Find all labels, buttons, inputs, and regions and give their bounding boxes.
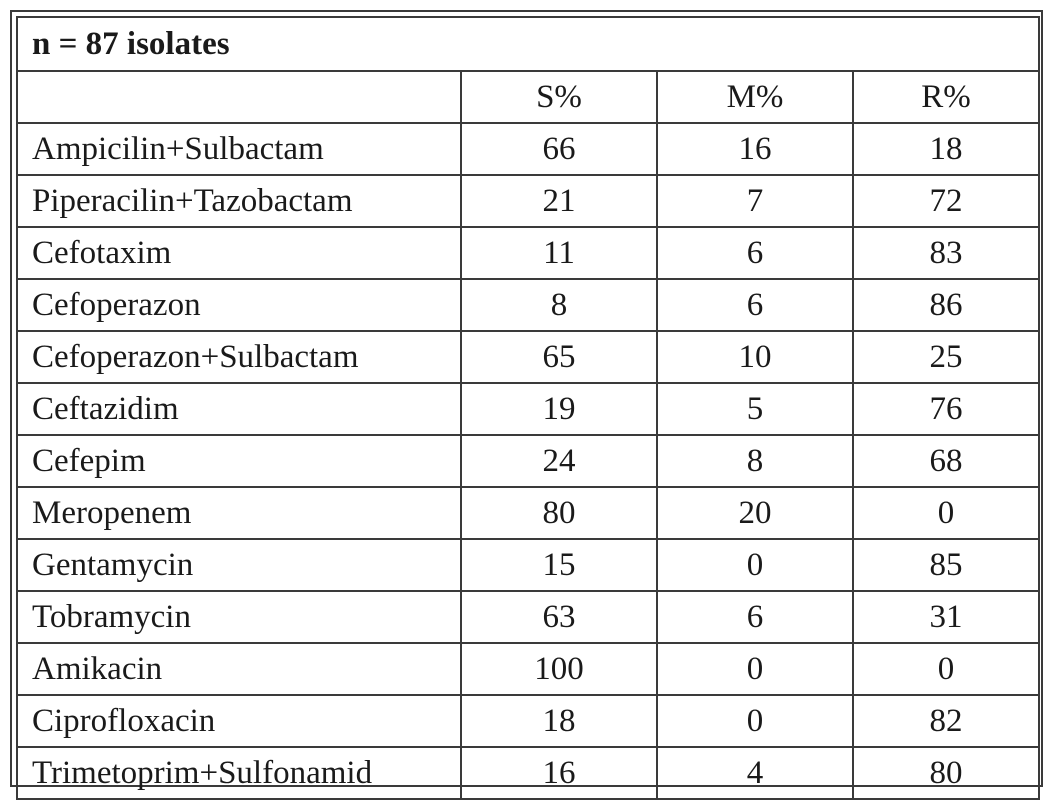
s-percent-cell: 21: [461, 175, 657, 227]
m-percent-cell: 0: [657, 539, 853, 591]
antibiotic-cell: Meropenem: [17, 487, 461, 539]
table-row: [17, 747, 1039, 799]
antibiotic-cell: Piperacilin+Tazobactam: [17, 175, 461, 227]
m-percent-cell: 6: [657, 279, 853, 331]
table-row: [17, 175, 1039, 227]
antibiotic-cell: Cefotaxim: [17, 227, 461, 279]
table-row: [17, 591, 1039, 643]
r-percent-cell: 76: [853, 383, 1039, 435]
table-row: [17, 123, 1039, 175]
m-percent-cell: 8: [657, 435, 853, 487]
r-percent-cell: 0: [853, 643, 1039, 695]
header-cell-m-percent: M%: [657, 71, 853, 123]
m-percent-cell: 0: [657, 643, 853, 695]
r-percent-cell: 0: [853, 487, 1039, 539]
antibiotic-cell: Ceftazidim: [17, 383, 461, 435]
s-percent-cell: 16: [461, 747, 657, 799]
header-cell-antibiotic: [17, 71, 461, 123]
table-row: [17, 227, 1039, 279]
table-row: [17, 539, 1039, 591]
table-title: n = 87 isolates: [17, 17, 1039, 71]
antibiotic-cell: Trimetoprim+Sulfonamid: [17, 747, 461, 799]
table-row: [17, 435, 1039, 487]
r-percent-cell: 25: [853, 331, 1039, 383]
header-row: [17, 71, 1039, 123]
table-row: [17, 487, 1039, 539]
antibiotic-cell: Cefepim: [17, 435, 461, 487]
antibiotic-cell: Gentamycin: [17, 539, 461, 591]
s-percent-cell: 24: [461, 435, 657, 487]
m-percent-cell: 4: [657, 747, 853, 799]
table-row: [17, 279, 1039, 331]
susceptibility-table: [16, 16, 1040, 800]
table-row: [17, 695, 1039, 747]
m-percent-cell: 16: [657, 123, 853, 175]
antibiotic-cell: Ciprofloxacin: [17, 695, 461, 747]
r-percent-cell: 86: [853, 279, 1039, 331]
s-percent-cell: 18: [461, 695, 657, 747]
m-percent-cell: 10: [657, 331, 853, 383]
s-percent-cell: 65: [461, 331, 657, 383]
table-row: [17, 643, 1039, 695]
s-percent-cell: 11: [461, 227, 657, 279]
r-percent-cell: 31: [853, 591, 1039, 643]
m-percent-cell: 7: [657, 175, 853, 227]
antibiotic-cell: Cefoperazon: [17, 279, 461, 331]
table-row: [17, 331, 1039, 383]
s-percent-cell: 80: [461, 487, 657, 539]
m-percent-cell: 0: [657, 695, 853, 747]
s-percent-cell: 63: [461, 591, 657, 643]
r-percent-cell: 72: [853, 175, 1039, 227]
antibiotic-cell: Ampicilin+Sulbactam: [17, 123, 461, 175]
m-percent-cell: 6: [657, 227, 853, 279]
r-percent-cell: 18: [853, 123, 1039, 175]
s-percent-cell: 8: [461, 279, 657, 331]
s-percent-cell: 15: [461, 539, 657, 591]
s-percent-cell: 66: [461, 123, 657, 175]
antibiotic-cell: Tobramycin: [17, 591, 461, 643]
r-percent-cell: 83: [853, 227, 1039, 279]
r-percent-cell: 85: [853, 539, 1039, 591]
title-row: [17, 17, 1039, 71]
r-percent-cell: 68: [853, 435, 1039, 487]
header-cell-r-percent: R%: [853, 71, 1039, 123]
table-row: [17, 383, 1039, 435]
m-percent-cell: 6: [657, 591, 853, 643]
header-cell-s-percent: S%: [461, 71, 657, 123]
m-percent-cell: 5: [657, 383, 853, 435]
r-percent-cell: 80: [853, 747, 1039, 799]
r-percent-cell: 82: [853, 695, 1039, 747]
s-percent-cell: 19: [461, 383, 657, 435]
antibiotic-cell: Amikacin: [17, 643, 461, 695]
s-percent-cell: 100: [461, 643, 657, 695]
m-percent-cell: 20: [657, 487, 853, 539]
antibiotic-cell: Cefoperazon+Sulbactam: [17, 331, 461, 383]
